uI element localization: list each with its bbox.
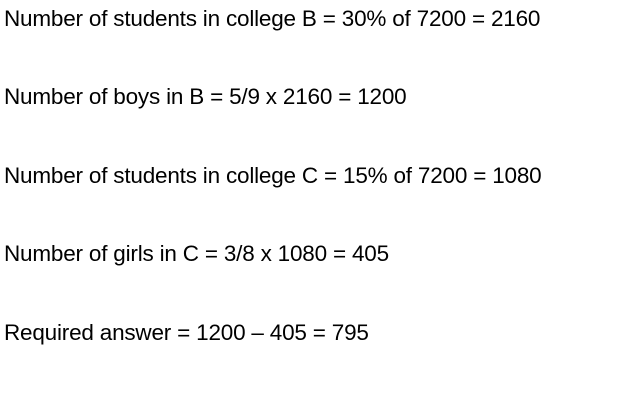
college-c-students-line: Number of students in college C = 15% of 7200 = 1080 [4, 163, 542, 188]
college-b-boys-line: Number of boys in B = 5/9 x 2160 = 1200 [4, 84, 407, 109]
required-answer-line: Required answer = 1200 – 405 = 795 [4, 320, 369, 345]
college-c-girls-line: Number of girls in C = 3/8 x 1080 = 405 [4, 241, 389, 266]
college-b-students-line: Number of students in college B = 30% of 7200 = 2160 [4, 6, 541, 31]
